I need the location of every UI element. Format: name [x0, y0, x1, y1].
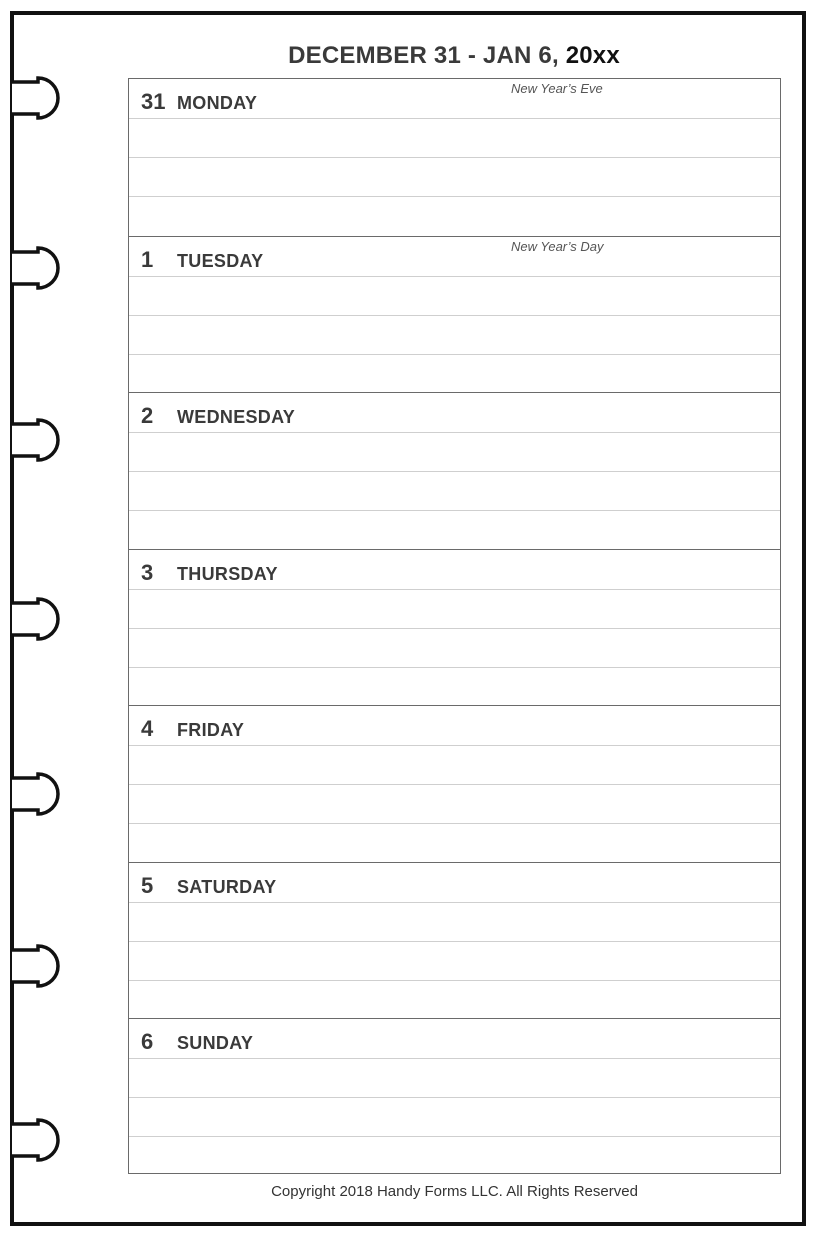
week-grid [128, 78, 781, 1174]
day-name: THURSDAY [177, 563, 278, 584]
writing-line[interactable] [129, 745, 780, 746]
writing-line[interactable] [129, 118, 780, 119]
day-block [129, 705, 780, 862]
day-block [129, 236, 780, 393]
day-block [129, 392, 780, 549]
day-name: SATURDAY [177, 876, 277, 897]
day-header [141, 247, 263, 273]
binder-ring-icon [12, 78, 58, 118]
writing-line[interactable] [129, 784, 780, 785]
binder-ring-icon [12, 774, 58, 814]
writing-line[interactable] [129, 1136, 780, 1137]
day-block [129, 549, 780, 706]
day-number: 6 [141, 1029, 154, 1054]
writing-line[interactable] [129, 902, 780, 903]
title-year: 20xx [565, 42, 620, 69]
writing-line[interactable] [129, 1058, 780, 1059]
binder-ring-icon [12, 1120, 58, 1160]
binder-ring-icon [12, 248, 58, 288]
holiday-note: New Year’s Day [511, 238, 604, 254]
writing-line[interactable] [129, 823, 780, 824]
writing-line[interactable] [129, 315, 780, 316]
writing-line[interactable] [129, 354, 780, 355]
day-name: TUESDAY [177, 250, 264, 271]
binder-rings [0, 0, 70, 1242]
holiday-note: New Year’s Eve [511, 81, 603, 96]
writing-line[interactable] [129, 628, 780, 629]
writing-line[interactable] [129, 196, 780, 197]
day-header [141, 560, 278, 586]
day-name: SUNDAY [177, 1033, 254, 1053]
writing-line[interactable] [129, 276, 780, 277]
day-header [141, 716, 244, 742]
writing-line[interactable] [129, 941, 780, 942]
day-number: 31 [141, 89, 166, 114]
copyright-footer: Copyright 2018 Handy Forms LLC. All Rights Reserved [271, 1183, 638, 1200]
day-header [141, 873, 276, 899]
writing-line[interactable] [129, 471, 780, 472]
day-header [141, 403, 295, 429]
day-number: 2 [141, 403, 154, 428]
day-number: 5 [141, 872, 154, 898]
day-number: 1 [141, 246, 154, 272]
writing-line[interactable] [129, 510, 780, 511]
writing-line[interactable] [129, 157, 780, 158]
day-name: MONDAY [177, 93, 258, 113]
day-block [129, 79, 780, 236]
writing-line[interactable] [129, 980, 780, 981]
writing-line[interactable] [129, 1097, 780, 1098]
binder-ring-icon [12, 599, 58, 639]
day-header [141, 89, 257, 115]
day-number: 4 [141, 716, 154, 741]
day-name: FRIDAY [177, 720, 245, 740]
day-block [129, 862, 780, 1019]
title-range: DECEMBER 31 - JAN 6, [288, 42, 566, 69]
day-header [141, 1029, 253, 1055]
writing-line[interactable] [129, 432, 780, 433]
writing-line[interactable] [129, 589, 780, 590]
writing-line[interactable] [129, 667, 780, 668]
binder-ring-icon [12, 946, 58, 986]
page-title [128, 42, 780, 70]
binder-ring-icon [12, 420, 58, 460]
day-name: WEDNESDAY [177, 407, 296, 427]
day-block [129, 1018, 780, 1175]
day-number: 3 [141, 559, 154, 585]
